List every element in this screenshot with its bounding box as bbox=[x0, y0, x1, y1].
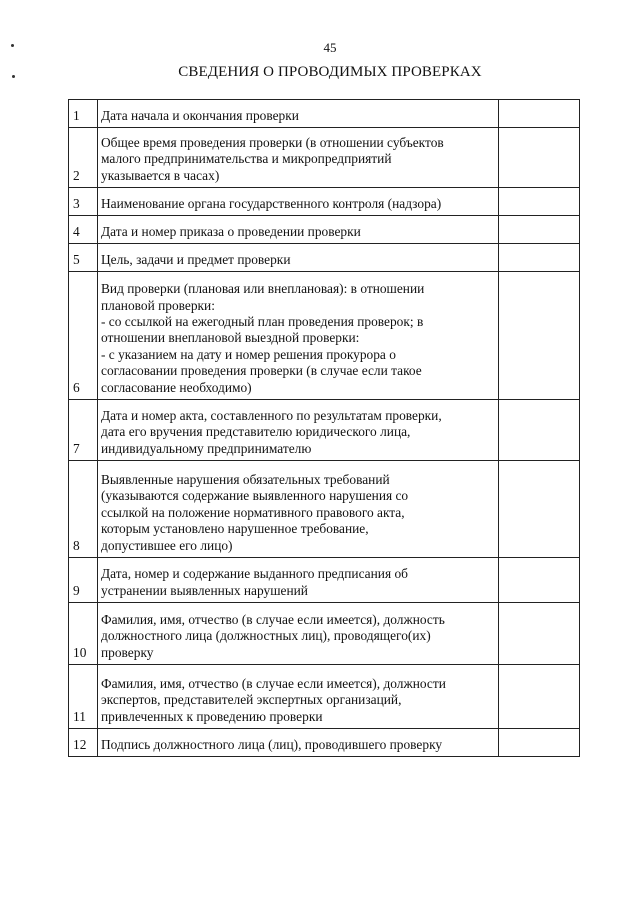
row-description: Дата начала и окончания проверки bbox=[98, 100, 499, 128]
page-number: 45 bbox=[323, 40, 337, 55]
row-description: Дата, номер и содержание выданного предписания об устранении выявленных нарушений bbox=[98, 558, 499, 603]
row-number: 8 bbox=[69, 461, 98, 558]
row-value-cell bbox=[499, 244, 580, 272]
row-value-cell bbox=[499, 272, 580, 400]
row-description: Наименование органа государственного контроля (надзора) bbox=[98, 188, 499, 216]
row-number: 1 bbox=[69, 100, 98, 128]
table-row bbox=[69, 188, 580, 216]
row-number: 7 bbox=[69, 400, 98, 461]
row-number: 4 bbox=[69, 216, 98, 244]
row-description: Цель, задачи и предмет проверки bbox=[98, 244, 499, 272]
table-row bbox=[69, 272, 580, 400]
row-value-cell bbox=[499, 665, 580, 729]
table-row bbox=[69, 558, 580, 603]
row-number: 6 bbox=[69, 272, 98, 400]
row-value-cell bbox=[499, 188, 580, 216]
row-description: Выявленные нарушения обязательных требований (указываются содержание выявленного нарушения со ссылкой на положение нормативного правового акта, которым установлено нарушенное требование, допустившее его лицо) bbox=[98, 461, 499, 558]
table-row bbox=[69, 100, 580, 128]
row-number: 10 bbox=[69, 603, 98, 665]
table-row bbox=[69, 461, 580, 558]
row-description: Вид проверки (плановая или внеплановая): в отношении плановой проверки: - со ссылкой на ежегодный план проведения проверок; в отношении внеплановой выездной проверки: - с указанием на дату и номер решения прокурора о согласовании проведения проверки (в случае если такое согласование необходимо) bbox=[98, 272, 499, 400]
row-description: Общее время проведения проверки (в отношении субъектов малого предпринимательства и микропредприятий указывается в часах) bbox=[98, 128, 499, 188]
document-title: СВЕДЕНИЯ О ПРОВОДИМЫХ ПРОВЕРКАХ bbox=[178, 64, 482, 80]
row-description: Дата и номер акта, составленного по результатам проверки, дата его вручения представителю юридического лица, индивидуальному предпринимателю bbox=[98, 400, 499, 461]
row-value-cell bbox=[499, 461, 580, 558]
row-description: Фамилия, имя, отчество (в случае если имеется), должности экспертов, представителей экспертных организаций, привлеченных к проведению проверки bbox=[98, 665, 499, 729]
row-number: 9 bbox=[69, 558, 98, 603]
row-value-cell bbox=[499, 603, 580, 665]
row-number: 3 bbox=[69, 188, 98, 216]
table-row bbox=[69, 400, 580, 461]
inspections-table bbox=[68, 99, 580, 757]
row-number: 2 bbox=[69, 128, 98, 188]
row-value-cell bbox=[499, 400, 580, 461]
row-number: 11 bbox=[69, 665, 98, 729]
row-description: Дата и номер приказа о проведении проверки bbox=[98, 216, 499, 244]
row-value-cell bbox=[499, 216, 580, 244]
row-description: Фамилия, имя, отчество (в случае если имеется), должность должностного лица (должностных лиц), проводящего(их) проверку bbox=[98, 603, 499, 665]
row-value-cell bbox=[499, 128, 580, 188]
table-row bbox=[69, 216, 580, 244]
row-description: Подпись должностного лица (лиц), проводившего проверку bbox=[98, 729, 499, 757]
table-row bbox=[69, 128, 580, 188]
table-row bbox=[69, 729, 580, 757]
row-number: 12 bbox=[69, 729, 98, 757]
table-row bbox=[69, 244, 580, 272]
row-value-cell bbox=[499, 100, 580, 128]
row-number: 5 bbox=[69, 244, 98, 272]
table-row bbox=[69, 603, 580, 665]
row-value-cell bbox=[499, 729, 580, 757]
row-value-cell bbox=[499, 558, 580, 603]
table-row bbox=[69, 665, 580, 729]
